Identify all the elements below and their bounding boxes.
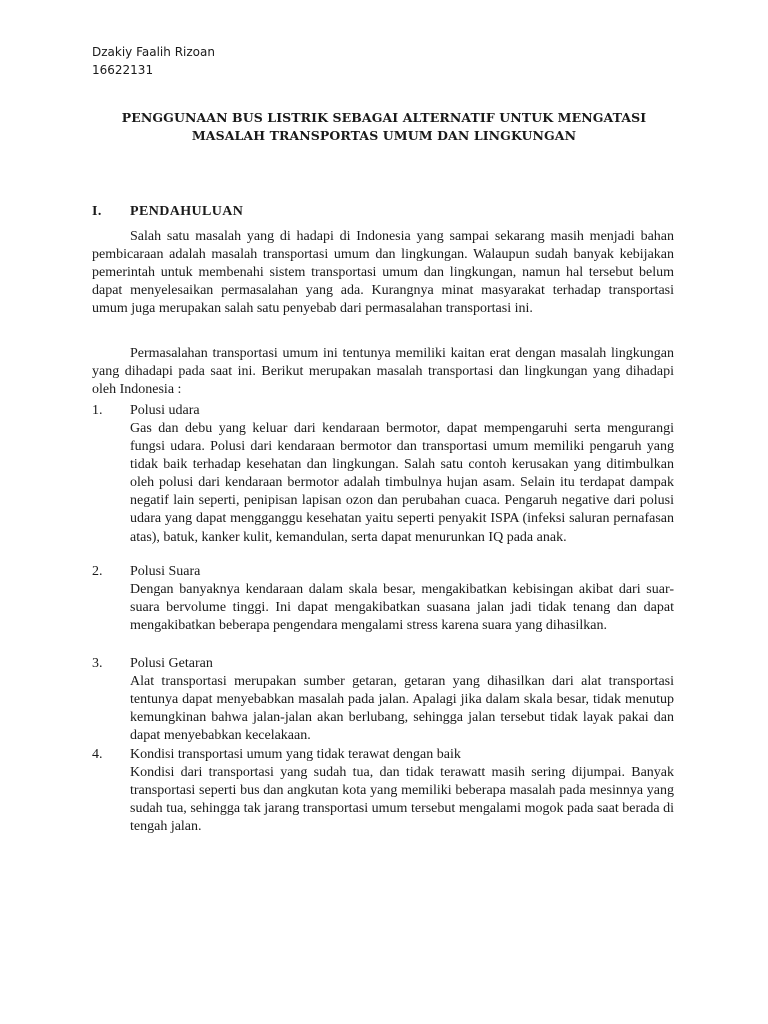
list-item-heading: Kondisi transportasi umum yang tidak terawat dengan baik: [130, 747, 461, 762]
section-title: PENDAHULUAN: [130, 204, 244, 219]
list-item-number: 1.: [92, 403, 103, 418]
author-block: [92, 43, 215, 79]
list-item-body: Alat transportasi merupakan sumber getaran, getaran yang dihasilkan dari alat transportasi tentunya dapat menyebabkan masalah pada jalan. Apalagi jika dalam skala besar, tidak menutup kemungkinan bahwa jalan-jalan akan berlubang, sehingga jalan tersebut tidak layak pakai dan dapat menyebabkan kecelakaan.: [130, 674, 674, 744]
title-line-1: PENGGUNAAN BUS LISTRIK SEBAGAI ALTERNATIF UNTUK MENGATASI: [121, 110, 647, 125]
list-item-heading: Polusi udara: [130, 403, 200, 418]
paragraph-problems: Permasalahan transportasi umum ini tentunya memiliki kaitan erat dengan masalah lingkungan yang dihadapi pada saat ini. Berikut merupakan masalah transportasi dan lingkungan yang dihadapi oleh Indonesia :: [92, 346, 674, 398]
title-line-2: MASALAH TRANSPORTAS UMUM DAN LINGKUNGAN: [191, 128, 577, 143]
document-title: [92, 109, 676, 145]
author-name: Dzakiy Faalih Rizoan: [92, 45, 215, 59]
list-item-heading: Polusi Getaran: [130, 656, 213, 671]
list-item-body: Kondisi dari transportasi yang sudah tua, dan tidak terawatt masih sering dijumpai. Banyak transportasi seperti bus dan angkutan kota yang memiliki beberapa masalah pada mesinnya yang sudah tua, sehingga tak jarang transportasi umum tersebut mengalami mogok pada saat berada di tengah jalan.: [130, 765, 674, 835]
section-heading: [92, 203, 243, 221]
list-item-heading: Polusi Suara: [130, 564, 201, 579]
list-item-number: 4.: [92, 747, 103, 762]
list-item-number: 2.: [92, 564, 103, 579]
list-item-number: 3.: [92, 656, 103, 671]
paragraph-intro: Salah satu masalah yang di hadapi di Indonesia yang sampai sekarang masih menjadi bahan pembicaraan adalah masalah transportasi umum dan lingkungan. Walaupun sudah banyak kebijakan pemerintah untuk membenahi sistem transportasi umum dan lingkungan, namun hal tersebut belum dapat menyelesaikan permasalahan yang ada. Kurangnya minat masyarakat terhadap transportasi umum juga merupakan salah satu penyebab dari permasalahan transportasi ini.: [92, 229, 674, 317]
list-item-body: Gas dan debu yang keluar dari kendaraan bermotor, dapat mempengaruhi serta mengurangi fungsi udara. Polusi dari kendaraan bermotor dan transportasi umum memiliki pengaruh yang tidak baik terhadap kesehatan dan lingkungan. Salah satu contoh kerusakan yang ditimbulkan oleh polusi dari kendaraan bermotor adalah timbulnya hujan asam. Selain itu terdapat dampak negatif lain seperti, penipisan lapisan ozon dan perubahan cuaca. Pengaruh negative dari polusi udara yang dapat mengganggu kesehatan yaitu seperti penyakit ISPA (infeksi saluran pernafasan atas), batuk, kanker kulit, kemandulan, serta dapat menurunkan IQ pada anak.: [130, 421, 674, 545]
section-number: I.: [92, 204, 102, 219]
author-id: 16622131: [92, 63, 154, 77]
list-item-body: Dengan banyaknya kendaraan dalam skala besar, mengakibatkan kebisingan akibat dari suar-suara bervolume tinggi. Ini dapat mengakibatkan suasana jalan jadi tidak tenang dan dapat mengakibatkan beberapa pengendara mengalami stress karena suara yang dihasilkan.: [130, 582, 674, 634]
